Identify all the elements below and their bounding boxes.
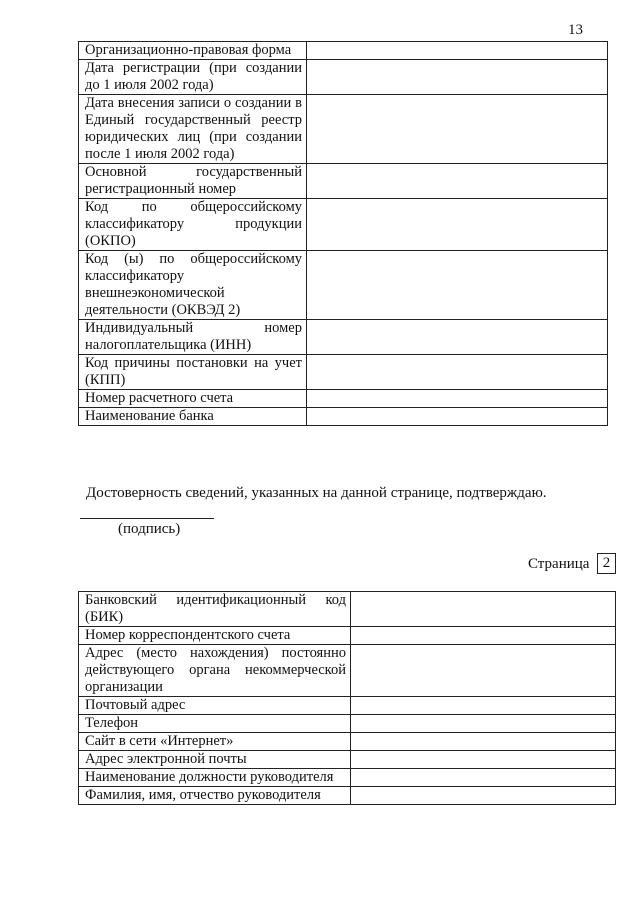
table-row: [79, 60, 608, 95]
row-value-email[interactable]: [351, 751, 616, 769]
table-row: [79, 627, 616, 645]
table-row: [79, 751, 616, 769]
row-label-postal-address: Почтовый адрес: [79, 697, 351, 715]
table-row: [79, 733, 616, 751]
row-label-bank-name: Наименование банка: [79, 408, 307, 426]
row-value-ogrn[interactable]: [307, 164, 608, 199]
table-row: [79, 408, 608, 426]
row-label-head-position: Наименование должности руководителя: [79, 769, 351, 787]
row-label-inn: Индивидуальный номер налогоплательщика (ИНН): [79, 320, 307, 355]
row-value-inn[interactable]: [307, 320, 608, 355]
row-label-email: Адрес электронной почты: [79, 751, 351, 769]
signature-caption: (подпись): [118, 521, 181, 537]
signature-line[interactable]: [80, 518, 214, 519]
row-value-registration-date[interactable]: [307, 60, 608, 95]
table-row: [79, 715, 616, 733]
table-row: [79, 787, 616, 805]
row-label-okpo: Код по общероссийскому классификатору продукции (ОКПО): [79, 199, 307, 251]
row-value-egrul-entry-date[interactable]: [307, 95, 608, 164]
page-number: 13: [568, 22, 583, 38]
row-label-okved: Код (ы) по общероссийскому классификатору внешнеэкономической деятельности (ОКВЭД 2): [79, 251, 307, 320]
table-row: [79, 390, 608, 408]
row-value-website[interactable]: [351, 733, 616, 751]
row-label-correspondent-account: Номер корреспондентского счета: [79, 627, 351, 645]
row-value-head-position[interactable]: [351, 769, 616, 787]
table-row: [79, 199, 608, 251]
row-value-postal-address[interactable]: [351, 697, 616, 715]
row-value-legal-form[interactable]: [307, 42, 608, 60]
row-value-address[interactable]: [351, 645, 616, 697]
row-value-bank-name[interactable]: [307, 408, 608, 426]
row-value-kpp[interactable]: [307, 355, 608, 390]
table-row: [79, 645, 616, 697]
organization-details-table: [78, 41, 608, 426]
table-row: [79, 42, 608, 60]
row-label-website: Сайт в сети «Интернет»: [79, 733, 351, 751]
bank-contact-details-table: [78, 591, 616, 805]
confirmation-statement: Достоверность сведений, указанных на данной странице, подтверждаю.: [86, 485, 547, 501]
row-value-okved[interactable]: [307, 251, 608, 320]
row-label-legal-form: Организационно-правовая форма: [79, 42, 307, 60]
row-label-address: Адрес (место нахождения) постоянно действующего органа некоммерческой организации: [79, 645, 351, 697]
row-label-head-full-name: Фамилия, имя, отчество руководителя: [79, 787, 351, 805]
row-value-okpo[interactable]: [307, 199, 608, 251]
row-label-account-number: Номер расчетного счета: [79, 390, 307, 408]
row-value-head-full-name[interactable]: [351, 787, 616, 805]
row-label-ogrn: Основной государственный регистрационный номер: [79, 164, 307, 199]
table-row: [79, 769, 616, 787]
row-label-phone: Телефон: [79, 715, 351, 733]
table-row: [79, 355, 608, 390]
row-value-account-number[interactable]: [307, 390, 608, 408]
table-row: [79, 592, 616, 627]
row-label-kpp: Код причины постановки на учет (КПП): [79, 355, 307, 390]
row-value-phone[interactable]: [351, 715, 616, 733]
table-row: [79, 320, 608, 355]
table-row: [79, 95, 608, 164]
row-label-egrul-entry-date: Дата внесения записи о создании в Единый государственный реестр юридических лиц (при создании после 1 июля 2002 года): [79, 95, 307, 164]
row-label-registration-date: Дата регистрации (при создании до 1 июля 2002 года): [79, 60, 307, 95]
table-row: [79, 164, 608, 199]
page-indicator-label: Страница: [528, 556, 590, 572]
row-label-bik: Банковский идентификационный код (БИК): [79, 592, 351, 627]
row-value-correspondent-account[interactable]: [351, 627, 616, 645]
page-indicator-number: 2: [597, 553, 616, 574]
table-row: [79, 251, 608, 320]
row-value-bik[interactable]: [351, 592, 616, 627]
table-row: [79, 697, 616, 715]
